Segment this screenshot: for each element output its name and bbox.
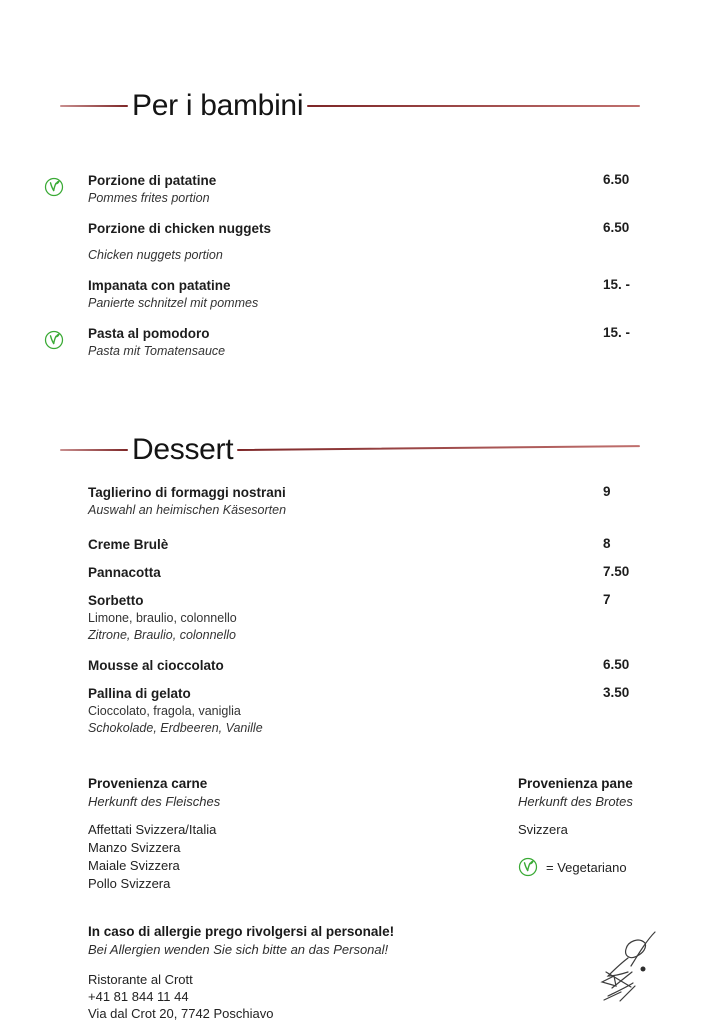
vegetarian-icon	[518, 857, 538, 877]
item-name: Pallina di gelato	[88, 686, 191, 701]
provenance-meat-column	[88, 775, 518, 893]
item-price: 7	[603, 592, 611, 607]
allergy-note-german: Bei Allergien wenden Sie sich bitte an das Personal!	[88, 942, 389, 957]
item-description: Panierte schnitzel mit pommes	[88, 296, 259, 310]
heading-rule-left	[60, 449, 128, 451]
item-name: Pasta al pomodoro	[88, 326, 210, 341]
item-description-german: Zitrone, Braulio, colonnello	[88, 628, 236, 642]
item-description: Pommes frites portion	[88, 191, 210, 205]
item-description: Chicken nuggets portion	[88, 248, 223, 262]
item-price: 3.50	[603, 685, 630, 700]
dessert-section-title: Dessert	[132, 433, 234, 466]
provenance-line: Manzo Svizzera	[88, 840, 181, 855]
provenance-line: Pollo Svizzera	[88, 876, 171, 891]
hand-drawn-doodle-icon	[594, 930, 662, 1004]
allergy-note-italian: In caso di allergie prego rivolgersi al personale!	[88, 924, 395, 939]
menu-item-taglierino	[88, 484, 664, 519]
item-name: Pannacotta	[88, 565, 161, 580]
menu-item-mousse	[88, 657, 664, 675]
provenance-meat-subtitle: Herkunft des Fleisches	[88, 794, 221, 809]
item-price: 9	[603, 484, 611, 499]
item-name: Porzione di chicken nuggets	[88, 221, 272, 236]
kids-items-list	[88, 172, 664, 360]
menu-item-porzione-patatine	[88, 172, 664, 207]
menu-item-chicken-nuggets	[88, 220, 664, 264]
heading-rule-right	[307, 105, 640, 107]
menu-item-pasta-pomodoro	[88, 325, 664, 360]
kids-section-title: Per i bambini	[132, 89, 304, 122]
provenance-bread-title: Provenienza pane	[518, 776, 633, 791]
vegetarian-legend-label: = Vegetariano	[546, 859, 627, 875]
item-name: Mousse al cioccolato	[88, 658, 224, 673]
menu-item-impanata	[88, 277, 664, 312]
item-description: Limone, braulio, colonnello	[88, 611, 237, 625]
item-name: Creme Brulè	[88, 537, 169, 552]
restaurant-contact	[88, 971, 664, 1022]
provenance-bread-subtitle: Herkunft des Brotes	[518, 794, 633, 809]
item-price: 7.50	[603, 564, 630, 579]
provenance-bread-lines	[518, 821, 633, 839]
item-description: Auswahl an heimischen Käsesorten	[88, 503, 287, 517]
menu-item-creme-brule	[88, 536, 664, 554]
vegetarian-icon	[44, 330, 64, 350]
item-price: 8	[603, 536, 611, 551]
provenance-section	[88, 775, 664, 893]
item-price: 6.50	[603, 220, 630, 235]
item-price: 6.50	[603, 172, 630, 187]
item-price: 15. -	[603, 325, 631, 340]
vegetarian-legend	[518, 857, 633, 877]
provenance-line: Maiale Svizzera	[88, 858, 180, 873]
item-description: Cioccolato, fragola, vaniglia	[88, 704, 241, 718]
menu-item-pallina-gelato	[88, 685, 664, 737]
heading-rule-left	[60, 105, 128, 107]
provenance-meat-title: Provenienza carne	[88, 776, 208, 791]
menu-item-sorbetto	[88, 592, 664, 644]
item-name: Impanata con patatine	[88, 278, 231, 293]
dessert-section-heading	[60, 432, 640, 468]
item-price: 15. -	[603, 277, 631, 292]
item-description-german: Schokolade, Erdbeeren, Vanille	[88, 721, 263, 735]
menu-item-pannacotta	[88, 564, 664, 582]
dessert-items-list	[88, 484, 664, 737]
provenance-line: Affettati Svizzera/Italia	[88, 822, 217, 837]
heading-rule-right	[237, 445, 640, 451]
provenance-bread-column	[518, 775, 633, 893]
allergy-note	[88, 923, 664, 959]
kids-section-heading	[60, 88, 640, 124]
item-price: 6.50	[603, 657, 630, 672]
item-name: Porzione di patatine	[88, 173, 217, 188]
restaurant-name: Ristorante al Crott	[88, 972, 193, 987]
restaurant-address: Via dal Crot 20, 7742 Poschiavo	[88, 1006, 274, 1021]
provenance-meat-lines	[88, 821, 518, 893]
vegetarian-icon	[44, 177, 64, 197]
provenance-line: Svizzera	[518, 822, 568, 837]
item-name: Taglierino di formaggi nostrani	[88, 485, 286, 500]
restaurant-phone: +41 81 844 11 44	[88, 989, 189, 1004]
item-name: Sorbetto	[88, 593, 144, 608]
item-description: Pasta mit Tomatensauce	[88, 344, 226, 358]
